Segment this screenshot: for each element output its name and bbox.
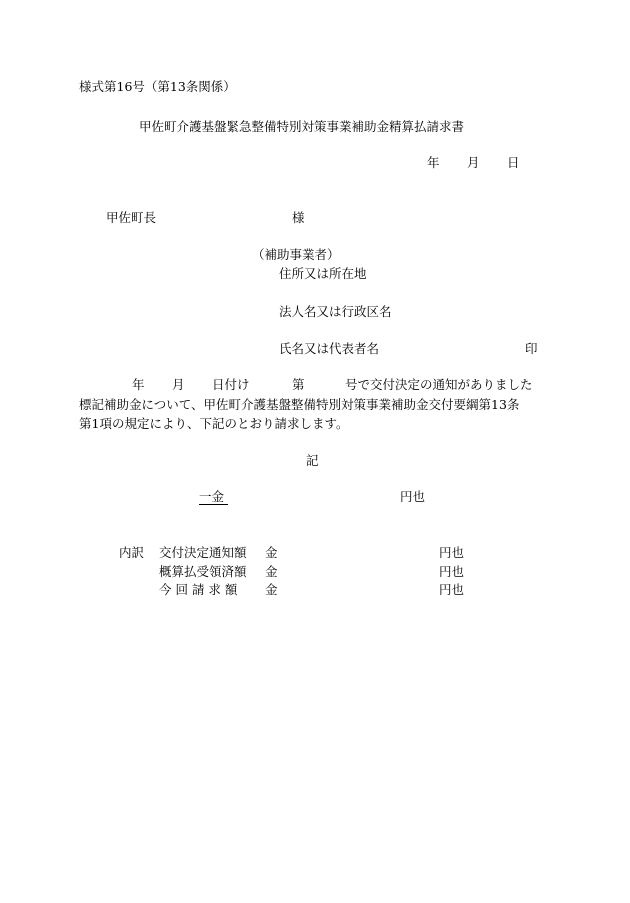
amount-prefix: 一金 bbox=[199, 489, 225, 504]
breakdown-row-kin: 金 bbox=[265, 545, 278, 560]
date-year: 年 bbox=[427, 155, 440, 170]
breakdown-row-unit: 円也 bbox=[439, 582, 465, 597]
date-day: 日 bbox=[507, 155, 520, 170]
breakdown-row-name: 交付決定通知額 bbox=[159, 545, 247, 560]
document-title: 甲佐町介護基盤緊急整備特別対策事業補助金精算払請求書 bbox=[139, 119, 465, 134]
address-label: 住所又は所在地 bbox=[279, 266, 367, 281]
applicant-label: （補助事業者） bbox=[252, 247, 340, 262]
breakdown-row-unit: 円也 bbox=[439, 545, 465, 560]
amount-line bbox=[199, 491, 425, 504]
addressee-name: 甲佐町長 bbox=[106, 210, 157, 225]
date-month: 月 bbox=[467, 155, 480, 170]
breakdown-label: 内訳 bbox=[119, 545, 145, 560]
breakdown-row-name: 今 回 請 求 額 bbox=[159, 582, 238, 597]
body-line-2: 標記補助金について、甲佐町介護基盤整備特別対策事業補助金交付要綱第13条 bbox=[79, 397, 520, 412]
breakdown-row-name: 概算払受領済額 bbox=[159, 564, 247, 579]
addressee-honorific: 様 bbox=[292, 210, 305, 225]
ki-heading: 記 bbox=[306, 453, 319, 468]
representative-label: 氏名又は代表者名 bbox=[279, 341, 380, 356]
breakdown-row-kin: 金 bbox=[265, 582, 278, 597]
form-number: 様式第16号（第13条関係） bbox=[79, 79, 236, 94]
amount-blank bbox=[228, 491, 388, 504]
body-day: 日付け bbox=[212, 377, 250, 392]
breakdown-row-kin: 金 bbox=[265, 564, 278, 579]
body-number-suffix: 号で交付決定の通知がありました bbox=[345, 377, 533, 392]
body-month: 月 bbox=[172, 377, 185, 392]
body-number-prefix: 第 bbox=[292, 377, 305, 392]
body-line-3: 第1項の規定により、下記のとおり請求します。 bbox=[79, 416, 349, 431]
seal-mark: 印 bbox=[525, 341, 538, 356]
corporation-label: 法人名又は行政区名 bbox=[279, 304, 392, 319]
breakdown-row-unit: 円也 bbox=[439, 564, 465, 579]
body-year: 年 bbox=[132, 377, 145, 392]
amount-suffix: 円也 bbox=[399, 489, 425, 504]
